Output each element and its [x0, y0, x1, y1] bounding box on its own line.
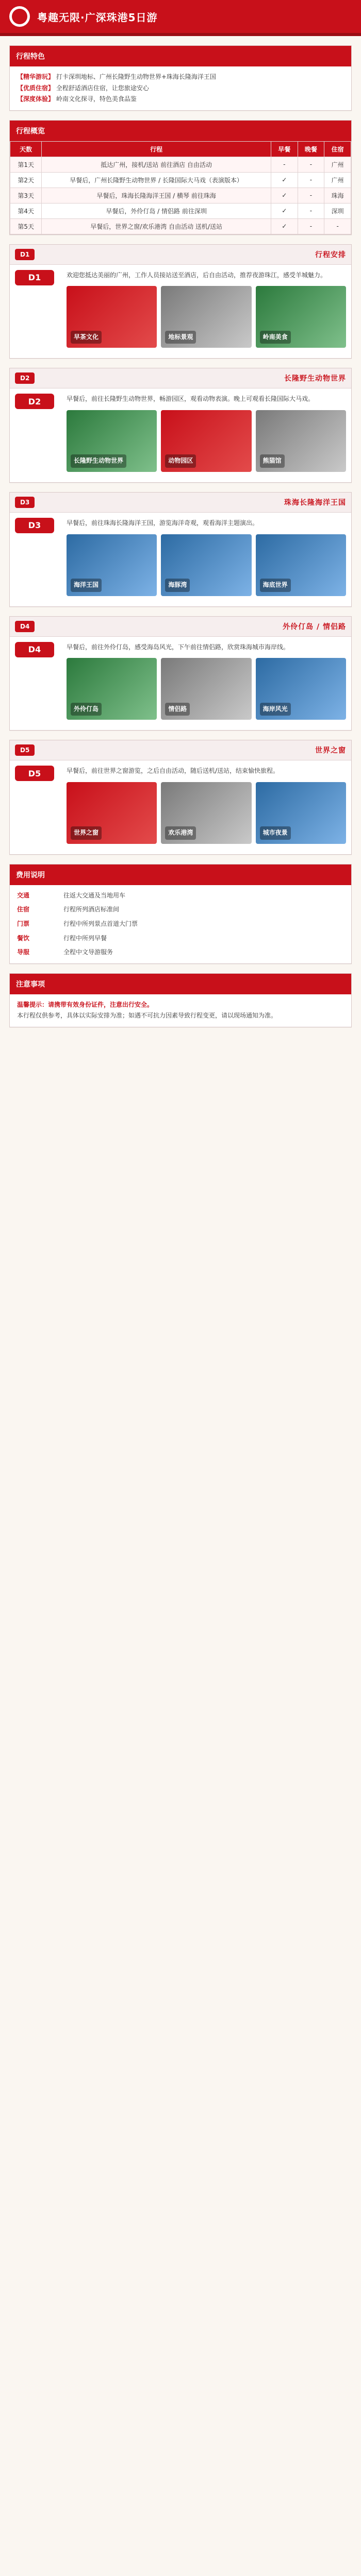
cell: 珠海 [324, 188, 351, 203]
overview-lines [10, 66, 351, 110]
day-3-image-1 [67, 534, 157, 596]
cell: 第3天 [10, 188, 42, 203]
table-row [10, 157, 351, 172]
notes-warning: 温馨提示：请携带有效身份证件，注意出行安全。 [17, 1001, 154, 1008]
day-3-image-2 [161, 534, 251, 596]
day-3-images [67, 534, 346, 596]
day-1-right [67, 270, 346, 353]
day-1-tag: D1 [15, 249, 35, 260]
day-1-image-3 [256, 286, 346, 348]
overview-label-1: 【精华游玩】 [17, 73, 55, 80]
day-4-image-1 [67, 658, 157, 720]
logo-mark [12, 9, 27, 24]
day-5-label: D5 [15, 766, 54, 781]
day-3-body [10, 513, 351, 606]
day-1-cap-3: 岭南美食 [260, 331, 291, 344]
day-1-section [9, 244, 352, 359]
day-2-images [67, 410, 346, 472]
cell: - [324, 218, 351, 234]
top-banner [0, 0, 361, 36]
day-1-text: 欢迎您抵达美丽的广州，工作人员接站送至酒店，后自由活动，推荐夜游珠江，感受羊城魅力。 [67, 271, 327, 279]
overview-text-1: 打卡深圳地标、广州长隆野生动物世界+珠海长隆海洋王国 [56, 73, 216, 80]
notes-heading: 注意事项 [10, 974, 351, 994]
cell: 早餐后，世界之窗/欢乐港湾 自由活动 送机/送站 [42, 218, 271, 234]
day-2-cap-1: 长隆野生动物世界 [71, 454, 126, 468]
overview-text-3: 岭南文化探寻，特色美食品鉴 [56, 95, 137, 103]
page-title: 粤趣无限·广深珠港5日游 [37, 11, 158, 24]
overview-line-3 [17, 94, 344, 105]
day-4-section [9, 616, 352, 731]
fee-val-2: 行程所列酒店标准间 [63, 906, 120, 913]
cell: 广州 [324, 157, 351, 172]
logo [9, 6, 30, 27]
day-2-title: 长隆野生动物世界 [284, 375, 346, 383]
overview-label-3: 【深度体验】 [17, 95, 55, 103]
cell: ✓ [271, 188, 298, 203]
fee-key-3: 门票 [17, 920, 30, 927]
day-2-section [9, 368, 352, 483]
day-1-title: 行程安排 [315, 250, 346, 259]
day-4-cap-2: 情侣路 [165, 703, 190, 716]
fee-val-1: 往返大交通及当地用车 [63, 891, 126, 899]
cell: 早餐后，广州长隆野生动物世界 / 长隆国际大马戏（表演版本） [42, 172, 271, 188]
overview-heading: 行程特色 [10, 46, 351, 66]
cell: 第1天 [10, 157, 42, 172]
day-5-title: 世界之窗 [315, 747, 346, 755]
overview-line-1 [17, 72, 344, 83]
footer-spacer [0, 1027, 361, 1038]
day-5-cap-1: 世界之窗 [71, 826, 102, 840]
cell: 广州 [324, 172, 351, 188]
header-days: 天数 [10, 141, 42, 157]
header-breakfast: 早餐 [271, 141, 298, 157]
cell: - [298, 172, 324, 188]
day-5-tag: D5 [15, 744, 35, 756]
table-row [10, 203, 351, 218]
cell: 早餐后，珠海长隆海洋王国 / 横琴 前往珠海 [42, 188, 271, 203]
day-3-image-3 [256, 534, 346, 596]
cell: 第5天 [10, 218, 42, 234]
day-3-section [9, 492, 352, 607]
day-1-images [67, 286, 346, 348]
day-1-image-1 [67, 286, 157, 348]
day-3-cap-1: 海洋王国 [71, 579, 102, 592]
itinerary-header-row [10, 141, 351, 157]
cell: ✓ [271, 203, 298, 218]
day-4-tag: D4 [15, 621, 35, 632]
cell: 深圳 [324, 203, 351, 218]
day-4-label: D4 [15, 642, 54, 657]
day-3-right [67, 518, 346, 601]
cell: 第4天 [10, 203, 42, 218]
fees-kv [17, 890, 344, 958]
day-4-header [10, 617, 351, 637]
day-2-text: 早餐后，前往长隆野生动物世界，畅游园区，观看动物表演。晚上可观看长隆国际大马戏。 [67, 395, 315, 403]
day-2-header [10, 368, 351, 388]
day-5-cap-2: 欢乐港湾 [165, 826, 196, 840]
table-row [10, 172, 351, 188]
day-5-images [67, 782, 346, 844]
day-2-body [10, 388, 351, 482]
cell: - [271, 157, 298, 172]
overview-label-2: 【优质住宿】 [17, 84, 55, 92]
day-1-header [10, 245, 351, 265]
fees-body [10, 885, 351, 963]
day-1-label: D1 [15, 270, 54, 285]
day-4-body [10, 637, 351, 731]
day-3-title: 珠海长隆海洋王国 [284, 498, 346, 507]
itinerary-table-section [9, 120, 352, 235]
day-1-body [10, 265, 351, 359]
header-dinner: 晚餐 [298, 141, 324, 157]
day-2-image-3 [256, 410, 346, 472]
cell: - [298, 188, 324, 203]
itinerary-heading: 行程概览 [10, 121, 351, 141]
day-1-cap-2: 地标景观 [165, 331, 196, 344]
notes-body [10, 994, 351, 1027]
overview-line-2 [17, 83, 344, 94]
day-5-right [67, 766, 346, 849]
day-3-cap-3: 海底世界 [260, 579, 291, 592]
day-4-title: 外伶仃岛 / 情侣路 [283, 622, 346, 631]
day-5-image-1 [67, 782, 157, 844]
day-2-tag: D2 [15, 372, 35, 384]
day-5-image-3 [256, 782, 346, 844]
itinerary-table [10, 141, 351, 234]
cell: 抵达广州，接机/送站 前往酒店 自由活动 [42, 157, 271, 172]
day-3-left [15, 518, 61, 601]
overview-section [9, 45, 352, 111]
day-2-image-2 [161, 410, 251, 472]
day-2-label: D2 [15, 394, 54, 409]
cell: ✓ [271, 218, 298, 234]
table-row [10, 218, 351, 234]
day-5-cap-3: 城市夜景 [260, 826, 291, 840]
day-4-cap-3: 海岸风光 [260, 703, 291, 716]
day-5-header [10, 740, 351, 760]
day-4-cap-1: 外伶仃岛 [71, 703, 102, 716]
cell: 第2天 [10, 172, 42, 188]
cell: - [298, 203, 324, 218]
fees-section [9, 864, 352, 964]
header-hotel: 住宿 [324, 141, 351, 157]
day-4-image-3 [256, 658, 346, 720]
header-route: 行程 [42, 141, 271, 157]
day-4-images [67, 658, 346, 720]
cell: 早餐后，外伶仃岛 / 情侣路 前往深圳 [42, 203, 271, 218]
fee-val-4: 行程中所列早餐 [63, 934, 107, 942]
day-4-right [67, 642, 346, 725]
fee-val-5: 全程中文导游服务 [63, 948, 113, 956]
fees-heading: 费用说明 [10, 865, 351, 885]
day-2-cap-3: 熊猫馆 [260, 454, 285, 468]
day-3-cap-2: 海豚湾 [165, 579, 190, 592]
day-5-left [15, 766, 61, 849]
day-3-text: 早餐后，前往珠海长隆海洋王国，游览海洋奇观，观看海洋主题演出。 [67, 519, 259, 527]
day-5-image-2 [161, 782, 251, 844]
day-5-section [9, 740, 352, 855]
day-2-left [15, 394, 61, 477]
fee-key-2: 住宿 [17, 906, 30, 913]
day-3-label: D3 [15, 518, 54, 533]
day-1-left [15, 270, 61, 353]
cell: - [298, 218, 324, 234]
day-4-image-2 [161, 658, 251, 720]
day-2-right [67, 394, 346, 477]
day-1-image-2 [161, 286, 251, 348]
fee-key-4: 餐饮 [17, 934, 30, 942]
day-4-left [15, 642, 61, 725]
day-3-header [10, 493, 351, 513]
table-row [10, 188, 351, 203]
notes-section [9, 973, 352, 1027]
day-1-cap-1: 早茶文化 [71, 331, 102, 344]
fee-key-5: 导服 [17, 948, 30, 956]
fee-val-3: 行程中所列景点首道大门票 [63, 920, 138, 927]
day-3-tag: D3 [15, 497, 35, 508]
day-5-body [10, 760, 351, 854]
day-4-text: 早餐后，前往外伶仃岛，感受海岛风光，下午前往情侣路，欣赏珠海城市海岸线。 [67, 643, 290, 651]
overview-text-2: 全程舒适酒店住宿，让您旅途安心 [56, 84, 149, 92]
fee-key-1: 交通 [17, 891, 30, 899]
day-2-cap-2: 动物园区 [165, 454, 196, 468]
cell: - [298, 157, 324, 172]
day-5-text: 早餐后，前往世界之窗游览，之后自由活动，随后送机/送站，结束愉快旅程。 [67, 767, 280, 775]
cell: ✓ [271, 172, 298, 188]
day-2-image-1 [67, 410, 157, 472]
notes-text: 本行程仅供参考，具体以实际安排为准；如遇不可抗力因素导致行程变更，请以现场通知为准。 [17, 1012, 277, 1020]
